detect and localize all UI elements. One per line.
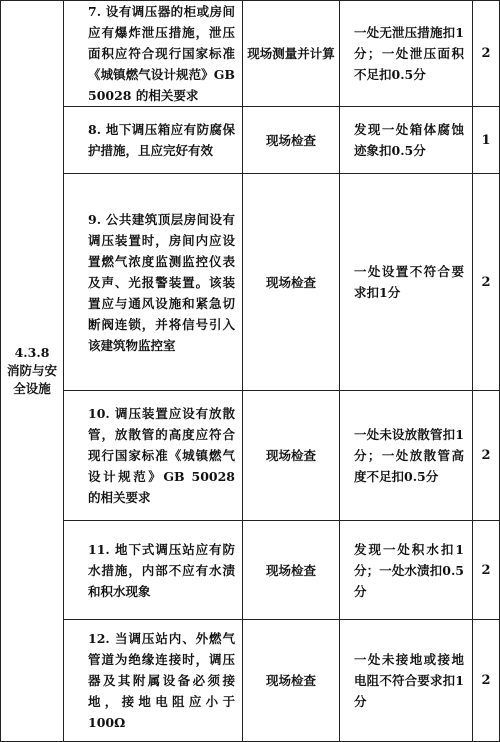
score-value: 2 (473, 174, 500, 391)
table-row (1, 620, 500, 742)
deduction-text: 一处未接地或接地电阻不符合要求扣1分 (340, 620, 473, 742)
score-value: 2 (473, 1, 500, 107)
deduction-text: 一处未设放散管扣1分；一处放散管高度不足扣0.5分 (340, 391, 473, 521)
table-row (1, 391, 500, 521)
table-row (1, 107, 500, 174)
deduction-text: 发现一处箱体腐蚀迹象扣0.5分 (340, 107, 473, 174)
method-text: 现场检查 (243, 107, 340, 174)
score-value: 2 (473, 391, 500, 521)
score-value: 2 (473, 620, 500, 742)
category-cell (1, 1, 64, 742)
item-text: 12. 当调压站内、外燃气管道为绝缘连接时，调压器及其附属设备必须接地，接地电阻应小于 100Ω (64, 620, 243, 742)
deduction-text: 一处设置不符合要求扣1分 (340, 174, 473, 391)
table-row (1, 1, 500, 107)
deduction-text: 一处无泄压措施扣1分；一处泄压面积不足扣0.5分 (340, 1, 473, 107)
item-text: 7. 设有调压器的柜或房间应有爆炸泄压措施，泄压面积应符合现行国家标准《城镇燃气设计规范》GB 50028 的相关要求 (64, 1, 243, 107)
item-text: 10. 调压装置应设有放散管，放散管的高度应符合现行国家标准《城镇燃气设计规范》GB 50028 的相关要求 (64, 391, 243, 521)
method-text: 现场检查 (243, 174, 340, 391)
score-value: 1 (473, 107, 500, 174)
method-text: 现场检查 (243, 391, 340, 521)
table-row (1, 174, 500, 391)
category-code: 4.3.8 (14, 345, 50, 360)
item-text: 11. 地下式调压站应有防水措施，内部不应有水渍和积水现象 (64, 521, 243, 620)
item-text: 8. 地下调压箱应有防腐保护措施，且应完好有效 (64, 107, 243, 174)
deduction-text: 发现一处积水扣1分；一处水渍扣0.5分 (340, 521, 473, 620)
method-text: 现场测量并计算 (243, 1, 340, 107)
score-value: 2 (473, 521, 500, 620)
method-text: 现场检查 (243, 620, 340, 742)
method-text: 现场检查 (243, 521, 340, 620)
item-text: 9. 公共建筑顶层房间设有调压装置时，房间内应设置燃气浓度监测监控仪表及声、光报警装置。该装置应与通风设施和紧急切断阀连锁，并将信号引入该建筑物监控室 (64, 174, 243, 391)
category-name: 消防与安全设施 (6, 363, 57, 396)
table-row (1, 521, 500, 620)
